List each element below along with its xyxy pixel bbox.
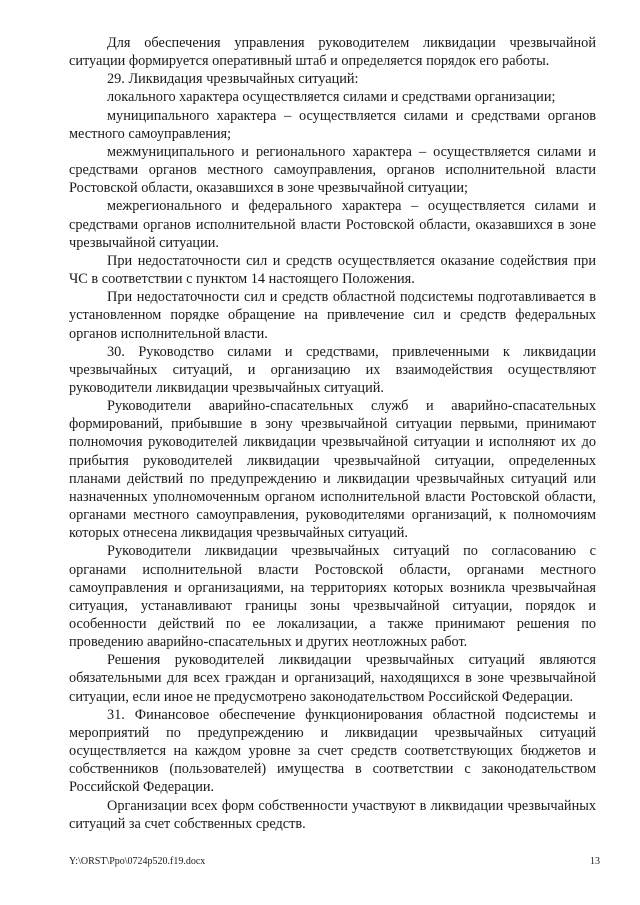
paragraph: Руководители аварийно-спасательных служб и аварийно-спасательных формирований, прибывшие в зону чрезвычайной ситуации первыми, принимают полномочия руководителей ликвидации чрезвычайной ситуации и исполняют их до прибытия руководителей ликвидации чрезвычайной ситуации, определенных планами действий по предупреждению и ликвидации чрезвычайных ситуаций или назначенных уполномоченным органом исполнительной власти Ростовской области, органами местного самоуправления, руководителями организаций, к полномочиям которых отнесена ликвидация чрезвычайных ситуаций. [69,398,596,542]
paragraph: муниципального характера – осуществляется силами и средствами органов местного самоуправления; [69,107,596,142]
paragraph: 29. Ликвидация чрезвычайных ситуаций: [107,71,359,88]
paragraph: Для обеспечения управления руководителем ликвидации чрезвычайной ситуации формируется оперативный штаб и определяется порядок его работы. [69,35,596,70]
paragraph: 31. Финансовое обеспечение функционирования областной подсистемы и мероприятий по предупреждению и ликвидации чрезвычайных ситуаций осуществляется на каждом уровне за счет средств соответствующих бюджетов и собственников (пользователей) имущества в соответствии с законодательством Российской Федерации. [69,706,596,796]
paragraph: При недостаточности сил и средств осуществляется оказание содействия при ЧС в соответствии с пунктом 14 настоящего Положения. [69,252,596,288]
document-body [69,34,596,833]
paragraph: межрегионального и федерального характера – осуществляется силами и средствами органов исполнительной власти Ростовской области, оказавшихся в зоне чрезвычайной ситуации. [69,198,596,251]
paragraph: Организации всех форм собственности участвуют в ликвидации чрезвычайных ситуаций за счет собственных средств. [69,797,596,832]
paragraph: локального характера осуществляется силами и средствами организации; [107,89,556,106]
paragraph: Решения руководителей ликвидации чрезвычайных ситуаций являются обязательными для всех граждан и организаций, находящихся в зоне чрезвычайной ситуации, если иное не предусмотрено законодательством Российской Федерации. [69,652,596,705]
paragraph: 30. Руководство силами и средствами, привлеченными к ликвидации чрезвычайных ситуаций, и организацию их взаимодействия осуществляют руководители ликвидации чрезвычайных ситуаций. [69,343,596,396]
paragraph: Руководители ликвидации чрезвычайных ситуаций по согласованию с органами исполнительной власти Ростовской области, органами местного самоуправления и организациями, на территориях которых возникла чрезвычайная ситуация, устанавливают границы зоны чрезвычайной ситуации, порядок и особенности действий по ее локализации, а также принимают решения по проведению аварийно-спасательных и других неотложных работ. [69,543,596,651]
paragraph: межмуниципального и регионального характера – осуществляется силами и средствами органов местного самоуправления, органов исполнительной власти Ростовской области, оказавшихся в зоне чрезвычайной ситуации; [69,143,596,197]
page-footer [69,856,600,868]
page-number: 13 [590,856,600,867]
paragraph: При недостаточности сил и средств областной подсистемы подготавливается в установленном порядке обращение на привлечение сил и средств федеральных органов исполнительной власти. [69,289,596,342]
file-path: Y:\ORST\Ppo\0724p520.f19.docx [69,856,206,867]
